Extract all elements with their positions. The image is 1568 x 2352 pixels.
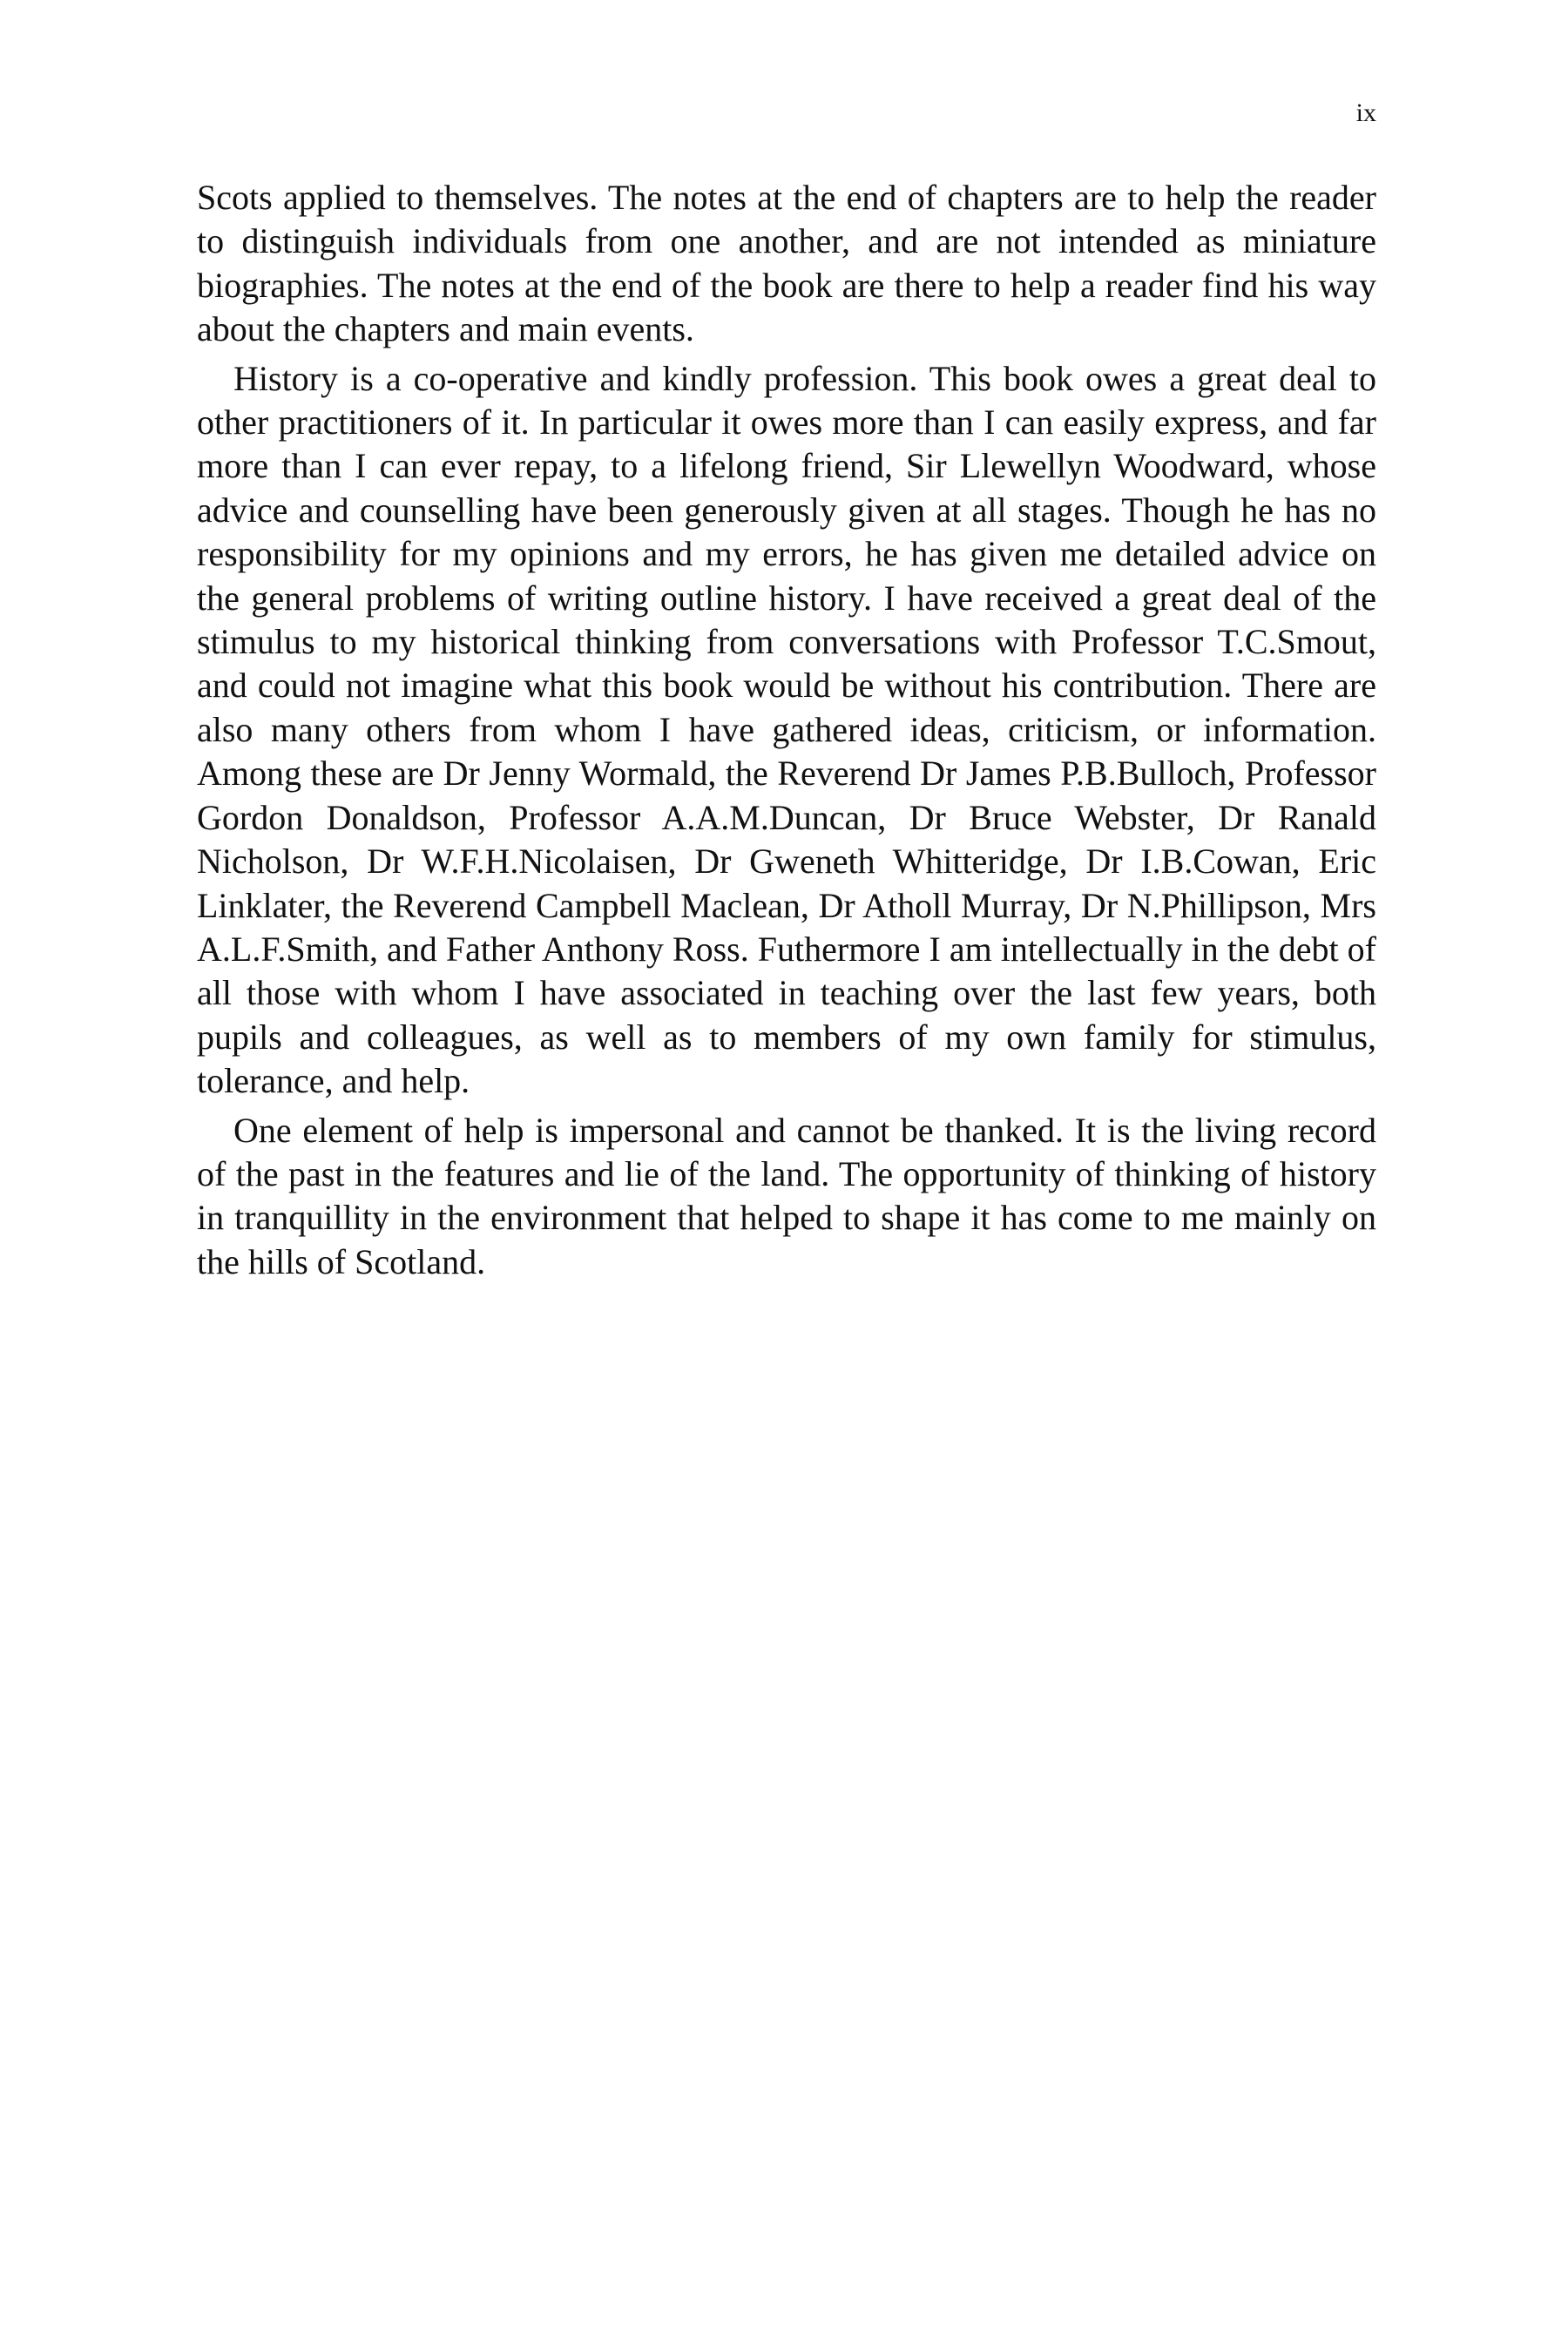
- paragraph-acknowledgements: History is a co-operative and kindly profession. This book owes a great deal to other practitioners of it. In particular it owes more than I can easily express, and far more than I can ever repay, to a lifelong friend, Sir Llewellyn Woodward, whose advice and counselling have been generously given at all stages. Though he has no responsibility for my opinions and my errors, he has given me detailed advice on the general problems of writing outline history. I have received a great deal of the stimulus to my historical thinking from conversations with Professor T.C.Smout, and could not imagine what this book would be without his contribution. There are also many others from whom I have gathered ideas, criticism, or information. Among these are Dr Jenny Wormald, the Reverend Dr James P.B.Bulloch, Professor Gordon Donaldson, Professor A.A.M.Duncan, Dr Bruce Webster, Dr Ranald Nicholson, Dr W.F.H.Nicolaisen, Dr Gweneth Whitteridge, Dr I.B.Cowan, Eric Linklater, the Reverend Campbell Maclean, Dr Atholl Murray, Dr N.Phillipson, Mrs A.L.F.Smith, and Father Anthony Ross. Futhermore I am intellectually in the debt of all those with whom I have associated in teaching over the last few years, both pupils and colleagues, as well as to members of my own family for stimulus, tolerance, and help.: [197, 358, 1376, 1101]
- body-text: [197, 176, 1376, 1289]
- paragraph-closing: One element of help is impersonal and cannot be thanked. It is the living record of the past in the features and lie of the land. The opportunity of thinking of history in tranquillity in the environment that helped to shape it has come to me mainly on the hills of Scotland.: [197, 1110, 1376, 1281]
- page-number: ix: [1355, 98, 1376, 127]
- paragraph-continuation: Scots applied to themselves. The notes at the end of chapters are to help the reader to distinguish individuals from one another, and are not intended as miniature biographies. The notes at the end of the book are there to help a reader find his way about the chapters and main events.: [197, 178, 1376, 349]
